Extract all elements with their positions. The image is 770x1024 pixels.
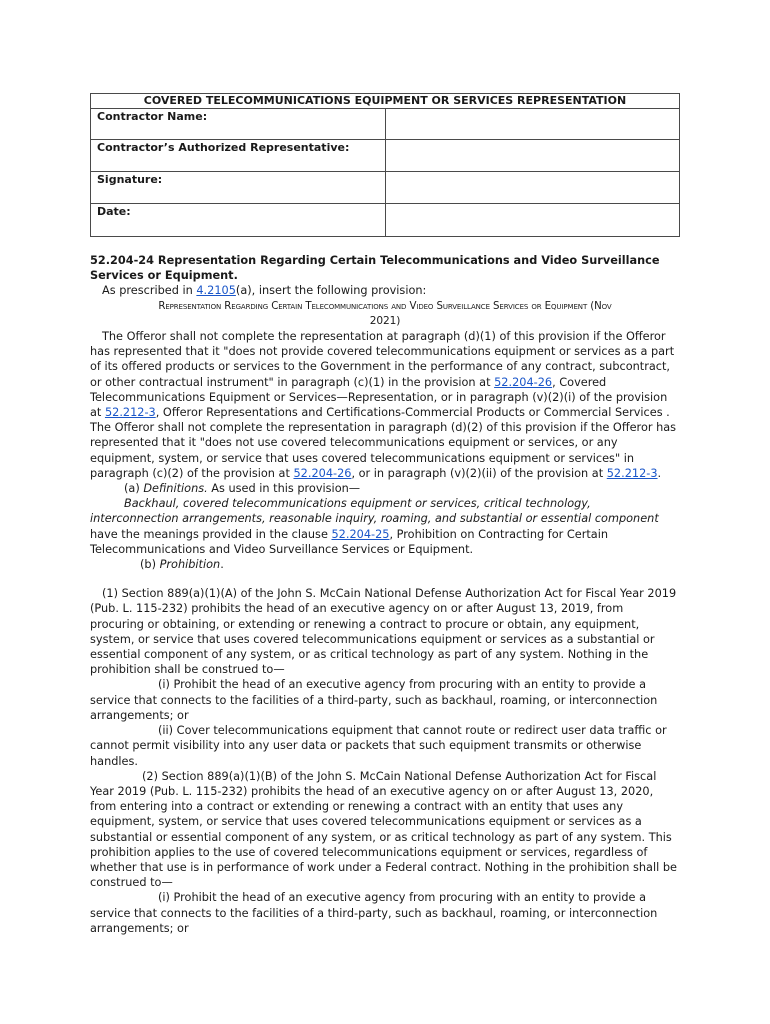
contractor-name-field[interactable] <box>385 109 680 140</box>
spacer <box>90 572 680 586</box>
link-52-212-3[interactable]: 52.212-3 <box>104 406 156 420</box>
prohibition-letter: (b) <box>140 558 160 572</box>
prohibition-label <box>90 557 680 572</box>
prohibition-title: Prohibition <box>159 558 221 572</box>
definitions-label <box>90 481 680 496</box>
link-52-204-25[interactable]: 52.204-25 <box>331 527 390 541</box>
paragraph-b1-i: (i) Prohibit the head of an executive agency from procuring with an entity to provide a service that connects to the facilities of a third-party, such as backhaul, roaming, or interconnection arrangements; or <box>90 678 658 722</box>
link-52-204-26-second[interactable]: 52.204-26 <box>293 466 352 480</box>
document-page <box>90 93 680 936</box>
prescribed-text: As prescribed in <box>102 284 197 298</box>
link-52-204-26[interactable]: 52.204-26 <box>494 375 553 389</box>
smallcaps-title-line-2: 2021) <box>369 314 401 327</box>
definitions-paragraph <box>90 496 680 557</box>
prohibition-dot: . <box>220 558 224 572</box>
paragraph-b1: (1) Section 889(a)(1)(A) of the John S. McCain National Defense Authorization Act for Fiscal Year 2019 (Pub. L. 115-232) prohibits the head of an executive agency on or after August 13, 2019, from procuring or obtaining, or extending or renewing a contract to procure or obtain, any equipment, system, or service that uses covered telecommunications equipment or services as a substantial or essential component of any system, or as critical technology as part of any system. Nothing in the prohibition shall be construed to— <box>90 587 677 677</box>
offeror-paragraph <box>90 329 680 481</box>
definitions-terms: Backhaul, covered telecommunications equipment or services, critical technology, interconnection arrangements, reasonable inquiry, roaming, and substantial or essential component <box>90 497 659 526</box>
paragraph-b2: (2) Section 889(a)(1)(B) of the John S. McCain National Defense Authorization Act for Fiscal Year 2019 (Pub. L. 115-232) prohibits the head of an executive agency on or after August 13, 2020, from entering into a contract or extending or renewing a contract with an entity that uses any equipment, system, or service that uses covered telecommunications equipment or services as a substantial or essential component of any system, or as critical technology as part of any system. This prohibition applies to the use of covered telecommunications equipment or services, regardless of whether that use is in performance of work under a Federal contract. Nothing in the prohibition shall be construed to— <box>90 769 677 890</box>
prescribed-text-tail: (a), insert the following provision: <box>235 284 427 298</box>
link-4-2105[interactable]: 4.2105 <box>196 284 236 298</box>
offeror-text-2: , Covered Telecommunications Equipment or Services—Representation, or in paragraph (v)(2)(i) of the provision at <box>90 375 668 420</box>
prescribed-paragraph <box>90 283 680 298</box>
authorized-representative-label: Contractor’s Authorized Representative: <box>91 140 386 172</box>
offeror-text-4: , or in paragraph (v)(2)(ii) of the provision at <box>351 466 607 480</box>
provision-smallcaps-title <box>90 299 680 329</box>
definitions-title: Definitions. <box>143 482 208 496</box>
definitions-tail: , Prohibition on Contracting for Certain Telecommunications and Video Surveillance Services or Equipment. <box>90 527 609 556</box>
representation-form-table <box>90 93 680 237</box>
signature-label: Signature: <box>91 172 386 204</box>
date-field[interactable] <box>385 204 680 237</box>
offeror-text-1: The Offeror shall not complete the representation at paragraph (d)(1) of this provision if the Offeror has represented that it "does not provide covered telecommunications equipment or services as a part of its offered products or services to the Government in the performance of any contract, subcontract, or other contractual instrument" in paragraph (c)(1) in the provision at <box>90 330 675 389</box>
smallcaps-title-line-1: Representation Regarding Certain Telecommunications and Video Surveillance Services or Equipment (Nov <box>158 300 612 312</box>
date-label: Date: <box>91 204 386 237</box>
contractor-name-label: Contractor Name: <box>91 109 386 140</box>
definitions-intro: As used in this provision— <box>207 482 361 496</box>
offeror-text-3: , Offeror Representations and Certifications-Commercial Products or Commercial Services . The Offeror shall not complete the representation in paragraph (d)(2) of this provision if the Offeror has represented that it "does not use covered telecommunications equipment or services, or any equipment, system, or service that uses covered telecommunications equipment or services" in paragraph (c)(2) of the provision at <box>90 406 677 480</box>
signature-field[interactable] <box>385 172 680 204</box>
definitions-terms-rest: have the meanings provided in the clause <box>90 527 332 541</box>
authorized-representative-field[interactable] <box>385 140 680 172</box>
paragraph-b1-ii: (ii) Cover telecommunications equipment that cannot route or redirect user data traffic or cannot permit visibility into any user data or packets that such equipment transmits or otherwise handles. <box>90 724 667 768</box>
offeror-text-5: . <box>657 466 662 480</box>
paragraph-b2-i: (i) Prohibit the head of an executive agency from procuring with an entity to provide a service that connects to the facilities of a third-party, such as backhaul, roaming, or interconnection arrangements; or <box>90 891 658 935</box>
provision-heading: 52.204-24 Representation Regarding Certain Telecommunications and Video Surveillance Services or Equipment. <box>90 254 660 283</box>
link-52-212-3-second[interactable]: 52.212-3 <box>606 466 658 480</box>
definitions-letter: (a) <box>124 482 144 496</box>
form-title: COVERED TELECOMMUNICATIONS EQUIPMENT OR SERVICES REPRESENTATION <box>91 94 680 109</box>
